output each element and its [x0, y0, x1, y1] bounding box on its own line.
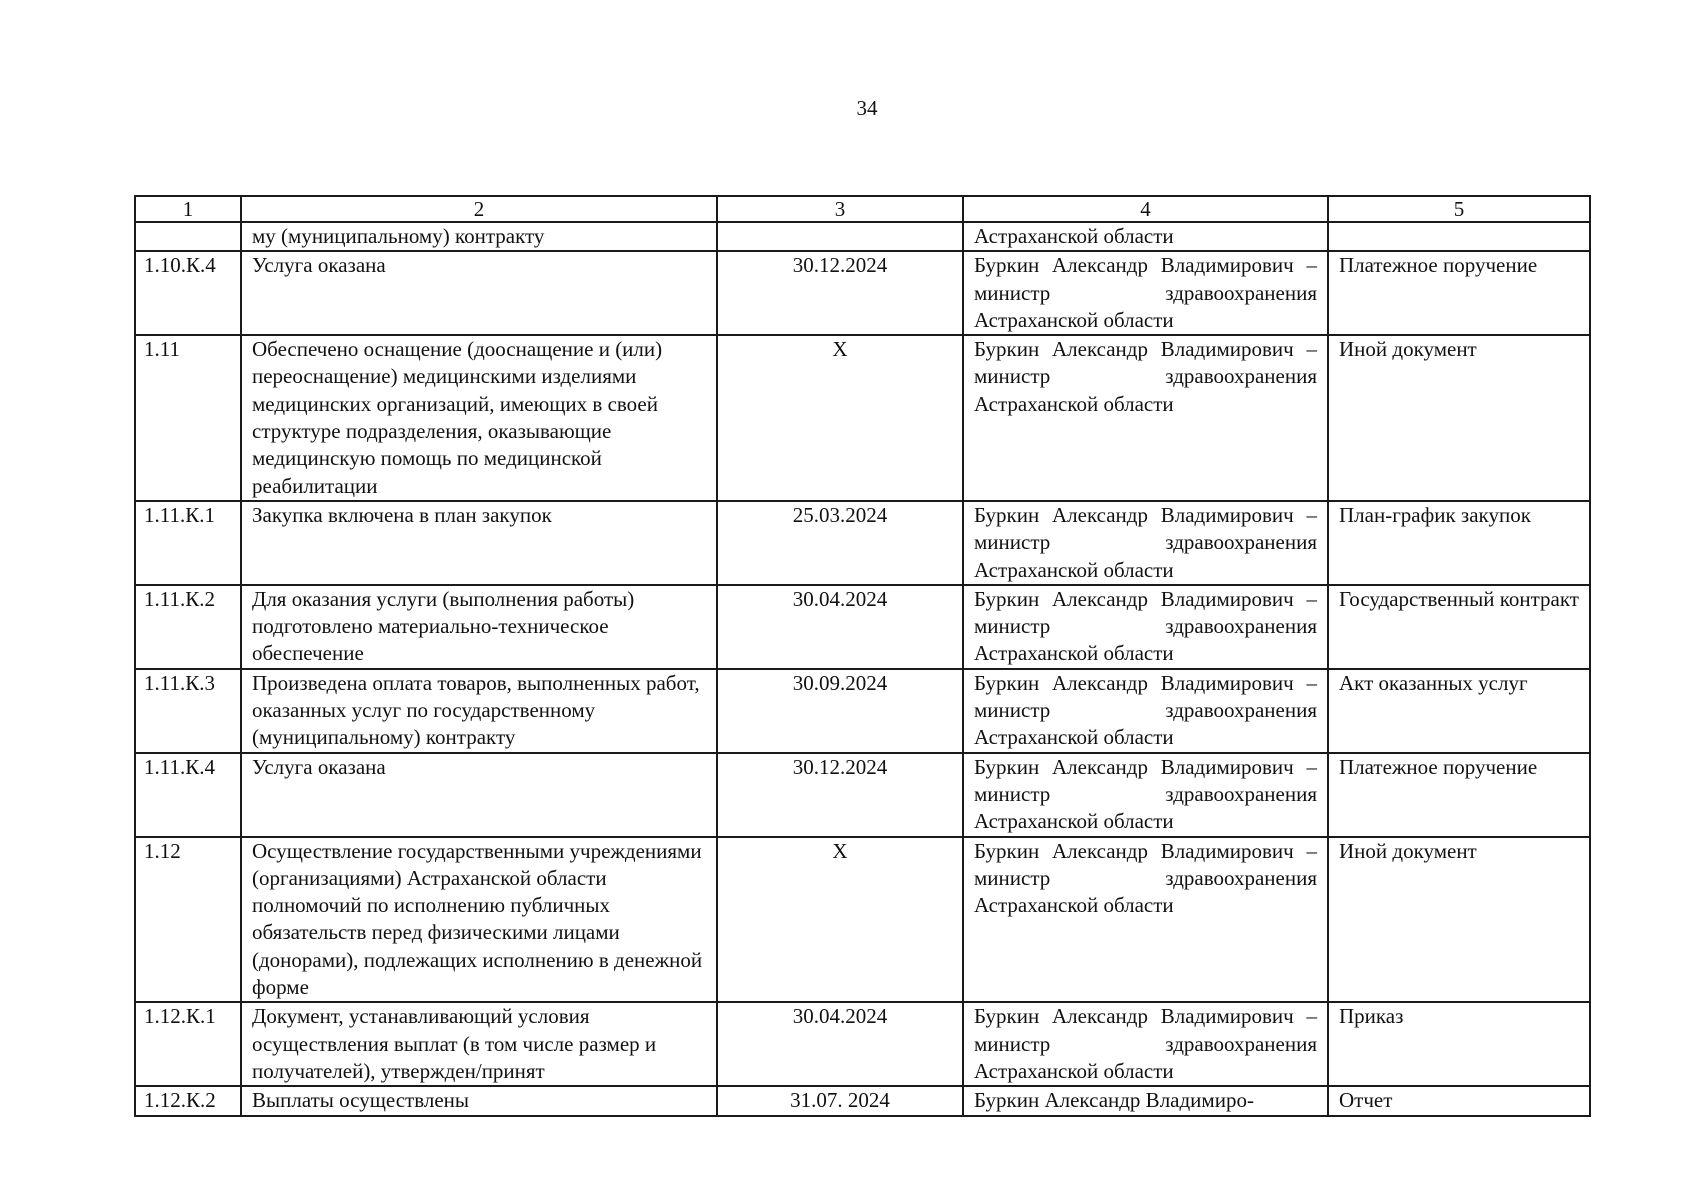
row-document: Отчет — [1328, 1086, 1590, 1115]
row-description: Услуга оказана — [241, 753, 717, 837]
row-description: Осуществление государственными учреждениями (организациями) Астраханской области полномочий по исполнению публичных обязательств перед физическими лицами (донорами), подлежащих исполнению в денежной форме — [241, 837, 717, 1003]
row-responsible: Буркин Александр Владимирович – министр здравоохранения Астраханской области — [963, 335, 1328, 501]
table-row — [135, 1002, 1590, 1086]
row-code: 1.11.К.4 — [135, 753, 241, 837]
table-row — [135, 753, 1590, 837]
row-description: Произведена оплата товаров, выполненных работ, оказанных услуг по государственному (муниципальному) контракту — [241, 669, 717, 753]
row-document: План-график закупок — [1328, 501, 1590, 585]
schedule-table — [134, 195, 1591, 1117]
row-date: X — [717, 335, 963, 501]
row-date — [717, 222, 963, 251]
table-row — [135, 837, 1590, 1003]
column-number-1: 1 — [135, 196, 241, 222]
row-description: Для оказания услуги (выполнения работы) подготовлено материально-техническое обеспечение — [241, 585, 717, 669]
row-description: Обеспечено оснащение (дооснащение и (или) переоснащение) медицинскими изделиями медицинских организаций, имеющих в своей структуре подразделения, оказывающие медицинскую помощь по медицинской реабилитации — [241, 335, 717, 501]
row-code: 1.11 — [135, 335, 241, 501]
table-row — [135, 335, 1590, 501]
table-header-row — [135, 196, 1590, 222]
table-row — [135, 1086, 1590, 1115]
row-date: 25.03.2024 — [717, 501, 963, 585]
row-description: му (муниципальному) контракту — [241, 222, 717, 251]
row-document: Государственный контракт — [1328, 585, 1590, 669]
page-number: 34 — [856, 96, 878, 120]
row-responsible: Буркин Александр Владимирович – министр здравоохранения Астраханской области — [963, 585, 1328, 669]
table-row — [135, 501, 1590, 585]
row-document: Иной документ — [1328, 335, 1590, 501]
row-code: 1.11.К.1 — [135, 501, 241, 585]
column-number-3: 3 — [717, 196, 963, 222]
row-document: Платежное поручение — [1328, 251, 1590, 335]
row-description: Выплаты осуществлены — [241, 1086, 717, 1115]
row-responsible: Буркин Александр Владимирович – министр здравоохранения Астраханской области — [963, 837, 1328, 1003]
row-description: Закупка включена в план закупок — [241, 501, 717, 585]
row-responsible: Буркин Александр Владимиро- — [963, 1086, 1328, 1115]
row-description: Документ, устанавливающий условия осуществления выплат (в том числе размер и получателей), утвержден/принят — [241, 1002, 717, 1086]
row-document: Приказ — [1328, 1002, 1590, 1086]
row-code: 1.10.К.4 — [135, 251, 241, 335]
row-document: Платежное поручение — [1328, 753, 1590, 837]
row-date: 30.04.2024 — [717, 1002, 963, 1086]
row-responsible: Буркин Александр Владимирович – министр здравоохранения Астраханской области — [963, 669, 1328, 753]
row-description: Услуга оказана — [241, 251, 717, 335]
row-code: 1.12.К.1 — [135, 1002, 241, 1086]
column-number-5: 5 — [1328, 196, 1590, 222]
row-code: 1.12.К.2 — [135, 1086, 241, 1115]
row-date: X — [717, 837, 963, 1003]
row-code: 1.12 — [135, 837, 241, 1003]
table-row — [135, 669, 1590, 753]
row-code — [135, 222, 241, 251]
row-responsible: Буркин Александр Владимирович – министр здравоохранения Астраханской области — [963, 753, 1328, 837]
row-date: 30.12.2024 — [717, 753, 963, 837]
row-document: Иной документ — [1328, 837, 1590, 1003]
table-row — [135, 585, 1590, 669]
row-date: 30.09.2024 — [717, 669, 963, 753]
table-row — [135, 222, 1590, 251]
row-date: 31.07. 2024 — [717, 1086, 963, 1115]
row-document — [1328, 222, 1590, 251]
row-code: 1.11.К.3 — [135, 669, 241, 753]
row-date: 30.04.2024 — [717, 585, 963, 669]
row-responsible: Буркин Александр Владимирович – министр здравоохранения Астраханской области — [963, 501, 1328, 585]
row-responsible: Буркин Александр Владимирович – министр здравоохранения Астраханской области — [963, 251, 1328, 335]
row-code: 1.11.К.2 — [135, 585, 241, 669]
row-responsible: Астраханской области — [963, 222, 1328, 251]
row-responsible: Буркин Александр Владимирович – министр здравоохранения Астраханской области — [963, 1002, 1328, 1086]
column-number-2: 2 — [241, 196, 717, 222]
column-number-4: 4 — [963, 196, 1328, 222]
table-row — [135, 251, 1590, 335]
row-document: Акт оказанных услуг — [1328, 669, 1590, 753]
row-date: 30.12.2024 — [717, 251, 963, 335]
